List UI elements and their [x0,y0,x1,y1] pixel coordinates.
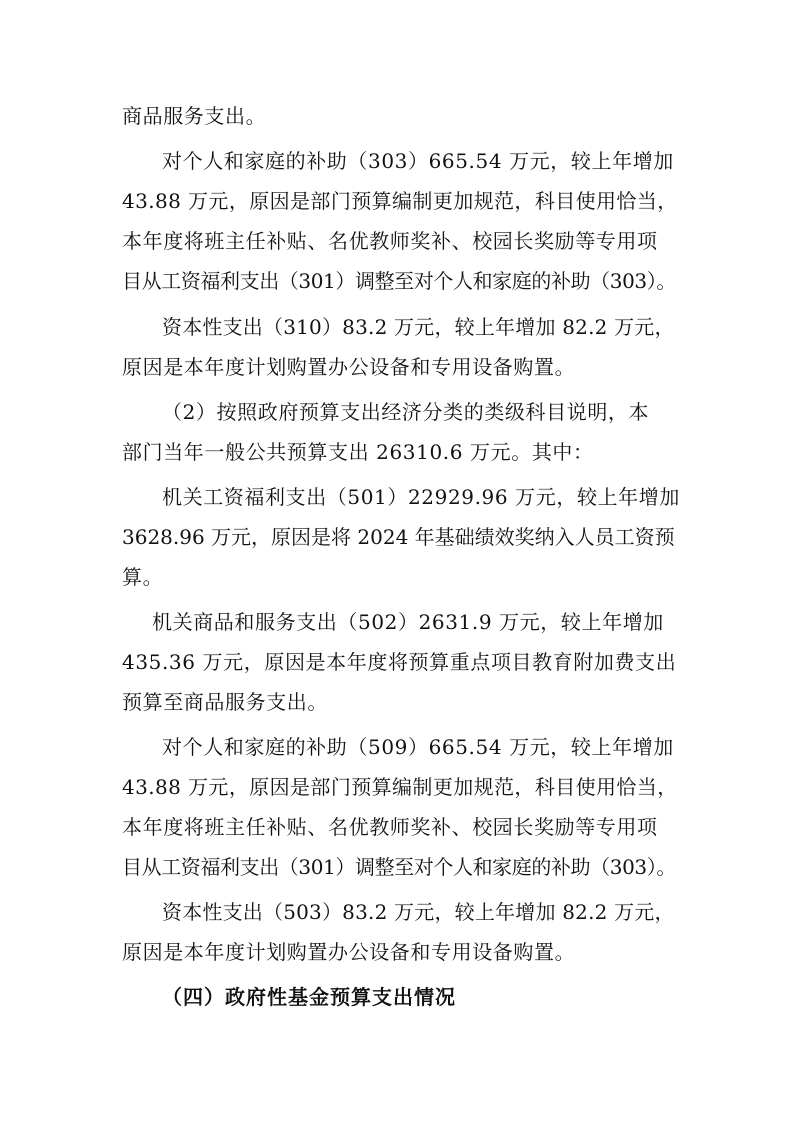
text-line: 资本性支出（310）83.2 万元，较上年增加 82.2 万元， [162,315,675,339]
text-line: 435.36 万元，原因是本年度将预算重点项目教育附加费支出 [122,650,677,674]
text-line: 对个人和家庭的补助（303）665.54 万元，较上年增加 [162,149,674,173]
text-line: 目从工资福利支出（301）调整至对个人和家庭的补助（303）。 [122,269,676,293]
text-line: 本年度将班主任补贴、名优教师奖补、校园长奖励等专用项 [122,229,658,253]
text-line: 部门当年一般公共预算支出 26310.6 万元。其中： [122,440,594,464]
text-line: 原因是本年度计划购置办公设备和专用设备购置。 [122,355,576,379]
text-line: 预算至商品服务支出。 [122,690,328,714]
text-line: 资本性支出（503）83.2 万元，较上年增加 82.2 万元， [162,900,675,924]
text-line: 43.88 万元，原因是部门预算编制更加规范，科目使用恰当， [122,775,678,799]
text-line: 本年度将班主任补贴、名优教师奖补、校园长奖励等专用项 [122,815,658,839]
text-line: 3628.96 万元，原因是将 2024 年基础绩效奖纳入人员工资预 [122,525,675,549]
text-line: （2）按照政府预算支出经济分类的类级科目说明，本 [162,400,650,424]
text-line: 对个人和家庭的补助（509）665.54 万元，较上年增加 [162,735,674,759]
text-line: 原因是本年度计划购置办公设备和专用设备购置。 [122,940,576,964]
text-line: 商品服务支出。 [122,104,267,128]
text-line: 机关工资福利支出（501）22929.96 万元，较上年增加 [162,485,680,509]
section-heading: （四）政府性基金预算支出情况 [162,985,456,1009]
text-line: 机关商品和服务支出（502）2631.9 万元，较上年增加 [152,610,664,634]
text-line: 目从工资福利支出（301）调整至对个人和家庭的补助（303）。 [122,855,676,879]
text-line: 算。 [122,565,164,589]
text-line: 43.88 万元，原因是部门预算编制更加规范，科目使用恰当， [122,189,678,213]
